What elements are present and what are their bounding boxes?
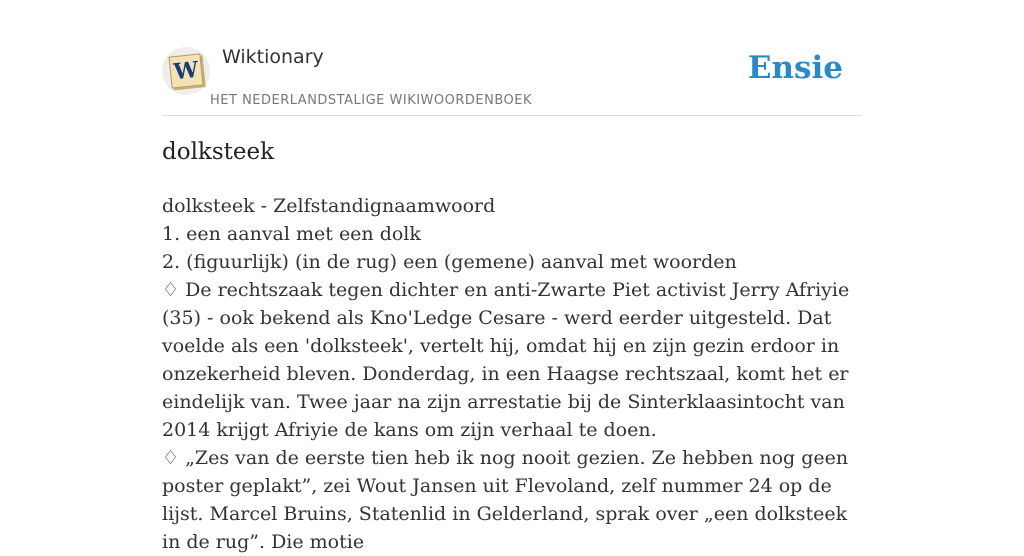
example-1: ♢ De rechtszaak tegen dichter en anti-Zwarte Piet activist Jerry Afriyie (35) - ook bekend als Kno'Ledge Cesare - werd eerder uitgesteld. Dat voelde als een 'dolksteek', vertelt hij, omdat hij en zijn gezin erdoor in onzekerheid bleven. Donderdag, in een Haagse rechtszaal, komt het er eindelijk van. Twee jaar na zijn arrestatie bij de Sinterklaasintocht van 2014 krijgt Afriyie de kans om zijn verhaal te doen.	[162, 279, 850, 441]
definition-2: 2. (figuurlijk) (in de rug) een (gemene) aanval met woorden	[162, 251, 737, 273]
ensie-brand-link[interactable]: Ensie	[747, 50, 843, 86]
page-container	[162, 0, 862, 553]
example-2: ♢ „Zes van de eerste tien heb ik nog nooit gezien. Ze hebben nog geen poster geplakt”, zei Wout Jansen uit Flevoland, zelf nummer 24 op de lijst. Marcel Bruins, Statenlid in Gelderland, sprak over „een dolksteek in de rug”. Die motie	[162, 447, 849, 553]
entry-title: dolksteek	[162, 139, 275, 165]
definition-1: 1. een aanval met een dolk	[162, 223, 421, 245]
wiktionary-logo[interactable]	[162, 47, 210, 95]
entry-heading-line: dolksteek - Zelfstandignaamwoord	[162, 195, 496, 217]
site-tagline: HET NEDERLANDSTALIGE WIKIWOORDENBOEK	[210, 93, 533, 108]
site-header	[162, 0, 862, 116]
entry-content	[162, 192, 862, 556]
wiktionary-logo-icon: W	[168, 53, 203, 88]
site-name[interactable]: Wiktionary	[222, 46, 324, 68]
